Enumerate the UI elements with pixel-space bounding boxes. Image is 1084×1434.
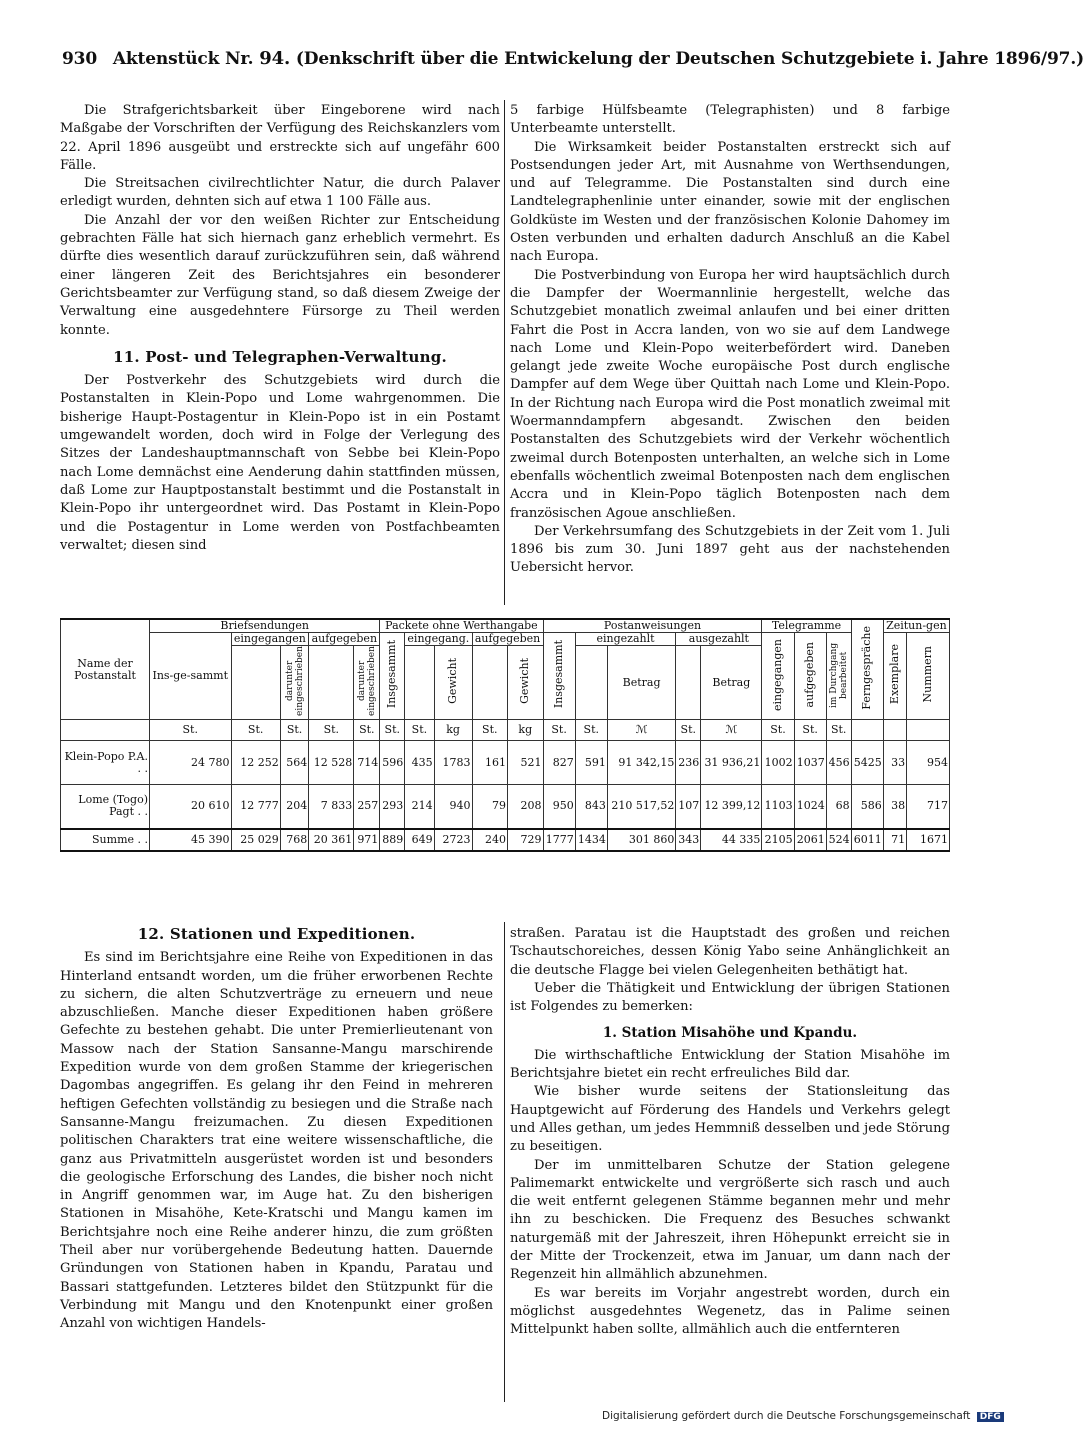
table-cell: 524 <box>826 829 851 851</box>
header-tel-aufgegeben: aufgegeben <box>794 633 826 720</box>
paragraph: Die wirthschaftliche Entwicklung der Station Misahöhe im Berichtsjahre bietet ein recht erfreuliches Bild dar. <box>510 1047 950 1082</box>
unit-cell: St. <box>280 720 309 741</box>
header-gewicht: Gewicht <box>508 646 544 720</box>
header-empty <box>309 646 354 720</box>
unit-cell <box>907 720 950 741</box>
header-insgesammt: Ins-ge-sammt <box>150 633 232 720</box>
table-cell: 729 <box>508 829 544 851</box>
table-cell: 208 <box>508 785 544 829</box>
column-top-left <box>60 102 500 555</box>
unit-cell: ℳ <box>701 720 762 741</box>
unit-cell: St. <box>543 720 575 741</box>
table-row <box>61 741 950 785</box>
header-exemplare: Exemplare <box>883 633 906 720</box>
paragraph: Die Wirksamkeit beider Postanstalten erstreckt sich auf Postsendungen jeder Art, mit Ausnahme von Werthsendungen, und auf Telegramme. Die Postanstalten sind durch eine Landtelegraphenlinie unter einander, sowie mit der englischen Goldküste im Westen und der französischen Kolonie Dahomey im Osten verbunden und erhalten dadurch Anschluß an die Kabel nach Europa. <box>510 139 950 265</box>
paragraph: Ueber die Thätigkeit und Entwicklung der übrigen Stationen ist Folgendes zu bemerken: <box>510 980 950 1015</box>
header-title-rest: (Denkschrift über die Entwickelung der Deutschen Schutzgebiete i. Jahre 1896/97.) <box>295 49 1084 69</box>
header-nummern: Nummern <box>907 633 950 720</box>
paragraph: Die Postverbindung von Europa her wird hauptsächlich durch die Dampfer der Woermannlinie hergestellt, welche das Schutzgebiet monatlich zweimal anlaufen und bei einer dritten Fahrt die Post in Accra landen, von wo sie auf dem Landwege nach Lome und Klein-Popo weiterbefördert wird. Daneben gelangt jede zweite Woche europäische Post durch englische Dampfer auf dem Wege über Quittah nach Lome und Klein-Popo. In der Richtung nach Europa wird die Post monatlich zweimal mit Woermanndampfern abgesandt. Zwischen den beiden Postanstalten des Schutzgebiets wird der Verkehr wöchentlich zweimal durch Botenposten unterhalten, an welche sich in Lome ebenfalls wöchentlich zweimal Botenposten nach dem englischen Accra und in Klein-Popo täglich Botenposten nach dem französischen Agoue anschließen. <box>510 267 950 521</box>
column-divider <box>504 100 505 605</box>
header-pk-insgesammt: Insgesammt <box>380 633 405 720</box>
header-name: Name der Postanstalt <box>61 619 150 720</box>
unit-cell: St. <box>354 720 380 741</box>
table-cell: 5425 <box>851 741 883 785</box>
header-doc-number: 94. <box>259 48 291 69</box>
unit-cell: St. <box>826 720 851 741</box>
table-cell: 107 <box>676 785 701 829</box>
table-cell: 210 517,52 <box>607 785 675 829</box>
unit-cell: St. <box>380 720 405 741</box>
table-cell: 2061 <box>794 829 826 851</box>
row-label: Lome (Togo) Pagt . . <box>61 785 150 829</box>
table-cell: 25 029 <box>231 829 280 851</box>
table-cell: 596 <box>380 741 405 785</box>
unit-cell: ℳ <box>607 720 675 741</box>
header-pa-insgesammt: Insgesammt <box>543 633 575 720</box>
table-cell: 827 <box>543 741 575 785</box>
unit-cell <box>61 720 150 741</box>
table-cell: 649 <box>405 829 434 851</box>
paragraph: Die Anzahl der vor den weißen Richter zur Entscheidung gebrachten Fälle hat sich hiernach ganz erheblich vermehrt. Es dürfte dies wesentlich darauf zurückzuführen sein, daß während einer längeren Zeit des Berichtsjahres ein besonderer Gerichtsbeamter zur Verfügung stand, so daß diesem Zweige der Verwaltung eine ausgedehntere Fürsorge zu Theil werden konnte. <box>60 212 500 338</box>
table-cell: 521 <box>508 741 544 785</box>
header-empty <box>405 646 434 720</box>
unit-cell: kg <box>508 720 544 741</box>
table-cell: 12 777 <box>231 785 280 829</box>
table-cell: 2723 <box>434 829 472 851</box>
table-cell: 1002 <box>762 741 794 785</box>
table-cell: 950 <box>543 785 575 829</box>
table-cell: 240 <box>472 829 508 851</box>
digitization-footer <box>602 1410 1004 1422</box>
table-cell: 12 252 <box>231 741 280 785</box>
header-empty <box>231 646 280 720</box>
table-cell: 12 528 <box>309 741 354 785</box>
row-label: Summe . . <box>61 829 150 851</box>
paragraph: Der Verkehrsumfang des Schutzgebiets in der Zeit vom 1. Juli 1896 bis zum 30. Juni 1897 geht aus der nachstehenden Uebersicht hervor. <box>510 523 950 576</box>
dfg-logo: DFG <box>977 1412 1004 1422</box>
header-empty <box>472 646 508 720</box>
header-postanweisungen: Postanweisungen <box>543 619 762 633</box>
unit-cell: St. <box>762 720 794 741</box>
table-cell: 889 <box>380 829 405 851</box>
header-fernsprueche: Ferngespräche <box>851 619 883 720</box>
header-gewicht: Gewicht <box>434 646 472 720</box>
column-bottom-right <box>510 925 950 1340</box>
table-cell: 843 <box>575 785 607 829</box>
table-cell: 435 <box>405 741 434 785</box>
table-cell: 1037 <box>794 741 826 785</box>
table-cell: 71 <box>883 829 906 851</box>
table-cell: 38 <box>883 785 906 829</box>
table-cell: 20 610 <box>150 785 232 829</box>
paragraph: Der im unmittelbaren Schutze der Station gelegene Palimemarkt entwickelte und vergrößerte sich rasch und auch die weit entfernt gelegenen Stämme begannen mehr und mehr ihn zu beschicken. Die Frequenz des Besuches schwankt naturgemäß mit der Jahreszeit, ihren Höhepunkt erreicht sie in der Mitte der Trockenzeit, etwa im Januar, um dann nach der Regenzeit hin allmählich abzunehmen. <box>510 1157 950 1283</box>
unit-cell: St. <box>575 720 607 741</box>
header-packete: Packete ohne Werthangabe <box>380 619 543 633</box>
paragraph: Die Strafgerichtsbarkeit über Eingeborene wird nach Maßgabe der Vorschriften der Verfügung des Reichskanzlers vom 22. April 1896 ausgeübt und erstreckte sich auf ungefähr 600 Fälle. <box>60 103 500 173</box>
unit-cell <box>883 720 906 741</box>
table-cell: 717 <box>907 785 950 829</box>
page-header <box>62 48 1084 69</box>
header-title-start: Aktenstück Nr. <box>112 49 254 69</box>
header-ausgezahlt: ausgezahlt <box>676 633 762 646</box>
header-darunter-einge: darunter eingeschrieben <box>280 646 309 720</box>
table-cell: 214 <box>405 785 434 829</box>
header-aufgegeben: aufgegeben <box>309 633 380 646</box>
table-cell: 1103 <box>762 785 794 829</box>
table-cell: 714 <box>354 741 380 785</box>
table-cell: 343 <box>676 829 701 851</box>
table-cell: 161 <box>472 741 508 785</box>
table-cell: 79 <box>472 785 508 829</box>
table-cell: 7 833 <box>309 785 354 829</box>
table-cell: 301 860 <box>607 829 675 851</box>
table-cell: 33 <box>883 741 906 785</box>
header-empty <box>676 646 701 720</box>
table-row <box>61 785 950 829</box>
table-cell: 6011 <box>851 829 883 851</box>
header-eingezahlt: eingezahlt <box>575 633 676 646</box>
paragraph: Die Streitsachen civilrechtlichter Natur, die durch Palaver erledigt wurden, dehnten sich auf etwa 1 100 Fälle aus. <box>60 176 500 210</box>
header-tel-durchgang: im Durchgang bearbeitet <box>826 633 851 720</box>
table-cell: 44 335 <box>701 829 762 851</box>
table-cell: 91 342,15 <box>607 741 675 785</box>
page-number: 930 <box>62 49 98 69</box>
table-cell: 31 936,21 <box>701 741 762 785</box>
header-betrag: Betrag <box>701 646 762 720</box>
header-eingegangen: eingegangen <box>231 633 309 646</box>
table-cell: 1024 <box>794 785 826 829</box>
header-darunter-einge: darunter eingeschrieben <box>354 646 380 720</box>
unit-cell: St. <box>794 720 826 741</box>
table-cell: 586 <box>851 785 883 829</box>
table-cell: 564 <box>280 741 309 785</box>
table-cell: 940 <box>434 785 472 829</box>
table-cell: 1783 <box>434 741 472 785</box>
table-cell: 68 <box>826 785 851 829</box>
footer-text: Digitalisierung gefördert durch die Deutsche Forschungsgemeinschaft <box>602 1410 971 1422</box>
table-row-sum <box>61 829 950 851</box>
paragraph: 5 farbige Hülfsbeamte (Telegraphisten) und 8 farbige Unterbeamte unterstellt. <box>510 103 950 137</box>
header-eingegang: eingegang. <box>405 633 472 646</box>
table-cell: 768 <box>280 829 309 851</box>
table-cell: 1777 <box>543 829 575 851</box>
row-label: Klein-Popo P.A. . . <box>61 741 150 785</box>
table-cell: 971 <box>354 829 380 851</box>
subsection-heading: 1. Station Misahöhe und Kpandu. <box>602 1025 858 1042</box>
unit-cell: St. <box>405 720 434 741</box>
post-statistics-table <box>60 618 950 852</box>
table-cell: 24 780 <box>150 741 232 785</box>
header-telegramme: Telegramme <box>762 619 851 633</box>
header-tel-eingegangen: eingegangen <box>762 633 794 720</box>
section-heading-stationen: 12. Stationen und Expeditionen. <box>137 925 416 943</box>
table-cell: 45 390 <box>150 829 232 851</box>
table-cell: 293 <box>380 785 405 829</box>
table-cell: 257 <box>354 785 380 829</box>
header-zeitungen: Zeitun-gen <box>883 619 949 633</box>
unit-cell: St. <box>231 720 280 741</box>
paragraph: Es sind im Berichtsjahre eine Reihe von Expeditionen in das Hinterland entsandt worden, um die früher erworbenen Rechte zu sichern, die alten Schutzverträge zu erneuern und neue abzuschließen. Manche dieser Expeditionen haben größere Gefechte zu bestehen gehabt. Die unter Premierlieutenant von Massow nach der Station Sansanne-Mangu marschirende Expedition wurde von dem großen Stamme der kriegerischen Dagombas angegriffen. Es gelang ihr den Feind in mehreren heftigen Gefechten vollständig zu besiegen und die Straße nach Sansanne-Mangu freizumachen. Zu diesen Expeditionen politischen Charakters trat eine weitere wissenschaftliche, die ganz aus Privatmitteln ausgerüstet worden ist und besonders die geologische Erforschung des Landes, die bisher noch nicht in Angriff genommen war, im Auge hat. Zu den bisherigen Stationen in Misahöhe, Kete-Kratschi und Mangu kamen im Berichtsjahre noch eine Reihe anderer hinzu, die zum größten Theil aber nur vorübergehende Bedeutung hatten. Dauernde Gründungen von Stationen haben in Kpandu, Paratau und Bassari stattgefunden. Letzteres bildet den Stützpunkt für die Verbindung mit Mangu und den Knotenpunkt einer großen Anzahl von wichtigen Handels- <box>60 950 493 1332</box>
paragraph: Es war bereits im Vorjahr angestrebt worden, durch ein möglichst ausgedehntes Wegenetz, das in Palime seinen Mittelpunkt haben sollte, allmählich auch die entfernteren <box>510 1285 950 1338</box>
column-divider <box>504 922 505 1402</box>
paragraph: straßen. Paratau ist die Hauptstadt des großen und reichen Tschautschoreiches, dessen König Yabo seine Anhänglichkeit an die deutsche Flagge bei vielen Gelegenheiten bethätigt hat. <box>510 926 950 978</box>
paragraph: Der Postverkehr des Schutzgebiets wird durch die Postanstalten in Klein-Popo und Lome wahrgenommen. Die bisherige Haupt-Postagentur in Klein-Popo ist in ein Postamt umgewandelt worden, doch wird in Folge der Verlegung des Sitzes der Landeshauptmannschaft von Sebbe bei Klein-Popo nach Lome demnächst eine Aenderung dahin stattfinden müssen, daß Lome zur Hauptpostanstalt bestimmt und die Postanstalt in Klein-Popo ihr untergeordnet wird. Das Postamt in Klein-Popo und die Postagentur in Lome werden von Postfachbeamten verwaltet; diesen sind <box>60 373 500 553</box>
table-cell: 1434 <box>575 829 607 851</box>
column-bottom-left <box>60 925 493 1334</box>
table-cell: 954 <box>907 741 950 785</box>
table-cell: 1671 <box>907 829 950 851</box>
table-cell: 456 <box>826 741 851 785</box>
column-top-right <box>510 102 950 578</box>
paragraph: Wie bisher wurde seitens der Stationsleitung das Hauptgewicht auf Förderung des Handels und Verkehrs gelegt und Alles gethan, um jedes Hemmniß desselben und jede Störung zu beseitigen. <box>510 1084 950 1155</box>
header-pk-aufgegeben: aufgegeben <box>472 633 543 646</box>
unit-cell <box>851 720 883 741</box>
unit-cell: St. <box>472 720 508 741</box>
section-heading-post: 11. Post- und Telegraphen-Verwaltung. <box>113 347 447 366</box>
unit-cell: St. <box>150 720 232 741</box>
unit-cell: St. <box>676 720 701 741</box>
header-briefsendungen: Briefsendungen <box>150 619 380 633</box>
table-cell: 236 <box>676 741 701 785</box>
table-cell: 20 361 <box>309 829 354 851</box>
table-cell: 204 <box>280 785 309 829</box>
table-cell: 2105 <box>762 829 794 851</box>
unit-cell: kg <box>434 720 472 741</box>
table-cell: 12 399,12 <box>701 785 762 829</box>
unit-cell: St. <box>309 720 354 741</box>
header-betrag: Betrag <box>607 646 675 720</box>
header-empty <box>575 646 607 720</box>
table-cell: 591 <box>575 741 607 785</box>
